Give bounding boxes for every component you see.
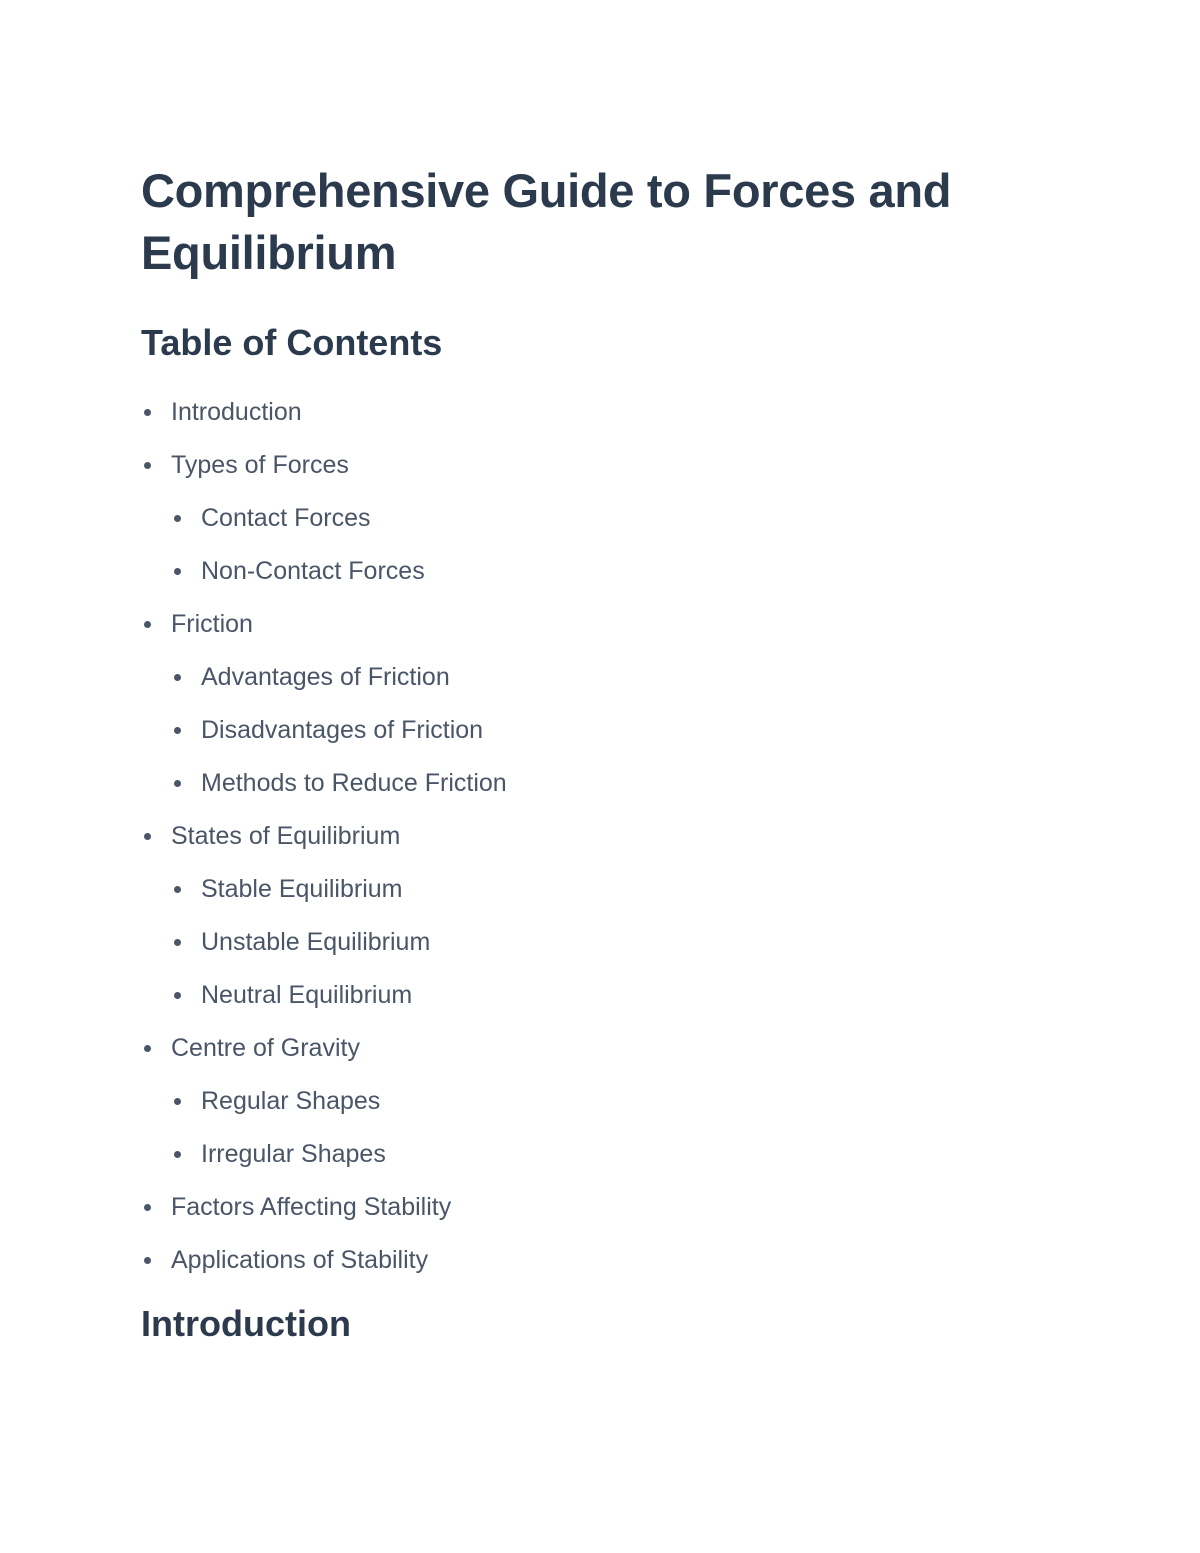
toc-item-label: Stable Equilibrium <box>201 875 403 903</box>
toc-item-label: Friction <box>171 610 253 638</box>
bullet-icon <box>144 1257 151 1264</box>
toc-item-label: Non-Contact Forces <box>201 557 425 585</box>
toc-item-label: Applications of Stability <box>171 1246 429 1274</box>
toc-item-label: Factors Affecting Stability <box>171 1193 452 1221</box>
toc-item-stable-equilibrium[interactable] <box>141 863 1041 916</box>
toc-item-non-contact-forces[interactable] <box>141 545 1041 598</box>
bullet-icon <box>174 568 181 575</box>
toc-item-label: States of Equilibrium <box>171 822 401 850</box>
toc-item-neutral-equilibrium[interactable] <box>141 969 1041 1022</box>
toc-item-label: Types of Forces <box>171 451 349 479</box>
bullet-icon <box>144 1045 151 1052</box>
toc-item-friction[interactable] <box>141 598 1041 651</box>
toc-item-states-of-equilibrium[interactable] <box>141 810 1041 863</box>
document-title: Comprehensive Guide to Forces and Equilibrium <box>141 164 952 279</box>
toc-item-methods-to-reduce-friction[interactable] <box>141 757 1041 810</box>
toc-item-label: Neutral Equilibrium <box>201 981 413 1009</box>
bullet-icon <box>174 780 181 787</box>
toc-heading: Table of Contents <box>141 322 443 363</box>
toc-item-label: Irregular Shapes <box>201 1140 386 1168</box>
toc-item-label: Introduction <box>171 398 302 426</box>
toc-item-label: Regular Shapes <box>201 1087 381 1115</box>
bullet-icon <box>144 1204 151 1211</box>
toc-item-disadvantages-of-friction[interactable] <box>141 704 1041 757</box>
toc-item-label: Contact Forces <box>201 504 371 532</box>
bullet-icon <box>144 462 151 469</box>
bullet-icon <box>174 886 181 893</box>
toc-item-centre-of-gravity[interactable] <box>141 1022 1041 1075</box>
bullet-icon <box>174 674 181 681</box>
bullet-icon <box>144 409 151 416</box>
bullet-icon <box>174 515 181 522</box>
toc-item-label: Advantages of Friction <box>201 663 450 691</box>
toc-item-label: Unstable Equilibrium <box>201 928 431 956</box>
bullet-icon <box>174 727 181 734</box>
toc-item-label: Methods to Reduce Friction <box>201 769 507 797</box>
toc-item-regular-shapes[interactable] <box>141 1075 1041 1128</box>
toc-item-label: Disadvantages of Friction <box>201 716 484 744</box>
bullet-icon <box>174 1098 181 1105</box>
toc-item-types-of-forces[interactable] <box>141 439 1041 492</box>
toc-item-label: Centre of Gravity <box>171 1034 360 1062</box>
toc-item-applications-of-stability[interactable] <box>141 1234 1041 1287</box>
toc-item-introduction[interactable] <box>141 386 1041 439</box>
toc-item-advantages-of-friction[interactable] <box>141 651 1041 704</box>
bullet-icon <box>174 1151 181 1158</box>
toc-item-unstable-equilibrium[interactable] <box>141 916 1041 969</box>
toc-item-contact-forces[interactable] <box>141 492 1041 545</box>
toc-item-irregular-shapes[interactable] <box>141 1128 1041 1181</box>
table-of-contents <box>141 386 1041 1287</box>
bullet-icon <box>174 992 181 999</box>
section-heading-introduction: Introduction <box>141 1303 351 1344</box>
toc-item-factors-affecting-stability[interactable] <box>141 1181 1041 1234</box>
bullet-icon <box>174 939 181 946</box>
document-page <box>141 160 1041 1347</box>
bullet-icon <box>144 621 151 628</box>
bullet-icon <box>144 833 151 840</box>
